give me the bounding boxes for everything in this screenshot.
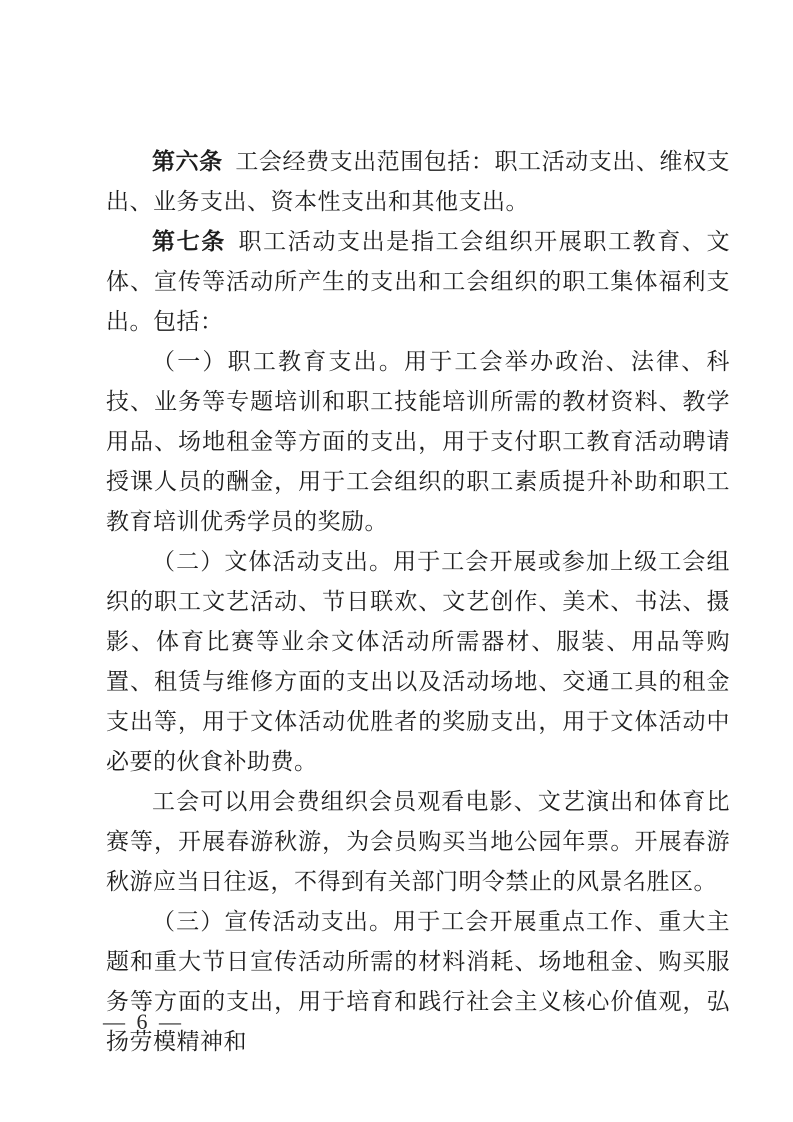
paragraph (106, 222, 730, 342)
paragraph-text: （三）宣传活动支出。用于工会开展重点工作、重大主题和重大节日宣传活动所需的材料消耗、场地租金、购买服务等方面的支出，用于培育和践行社会主义核心价值观，弘扬劳模精神和 (106, 909, 730, 1054)
paragraph (106, 342, 730, 542)
paragraph (106, 782, 730, 902)
paragraph-text: 工会可以用会费组织会员观看电影、文艺演出和体育比赛等，开展春游秋游，为会员购买当地公园年票。开展春游秋游应当日往返，不得到有关部门明令禁止的风景名胜区。 (106, 789, 730, 894)
paragraph-text: 工会经费支出范围包括：职工活动支出、维权支出、业务支出、资本性支出和其他支出。 (106, 149, 731, 214)
page-number: — 6 — (103, 1009, 184, 1034)
paragraph-text: （一）职工教育支出。用于工会举办政治、法律、科技、业务等专题培训和职工技能培训所需的教材资料、教学用品、场地租金等方面的支出，用于支付职工教育活动聘请授课人员的酬金，用于工会组织的职工素质提升补助和职工教育培训优秀学员的奖励。 (106, 349, 730, 534)
paragraph (106, 142, 730, 222)
document-body (106, 142, 730, 1062)
paragraph (106, 542, 730, 782)
article-number: 第六条 (152, 149, 223, 174)
article-number: 第七条 (152, 229, 226, 254)
paragraph-text: （二）文体活动支出。用于工会开展或参加上级工会组织的职工文艺活动、节日联欢、文艺创作、美术、书法、摄影、体育比赛等业余文体活动所需器材、服装、用品等购置、租赁与维修方面的支出以及活动场地、交通工具的租金支出等，用于文体活动优胜者的奖励支出，用于文体活动中必要的伙食补助费。 (106, 549, 730, 774)
paragraph (106, 902, 730, 1062)
paragraph-text: 职工活动支出是指工会组织开展职工教育、文体、宣传等活动所产生的支出和工会组织的职工集体福利支出。包括： (106, 229, 731, 334)
